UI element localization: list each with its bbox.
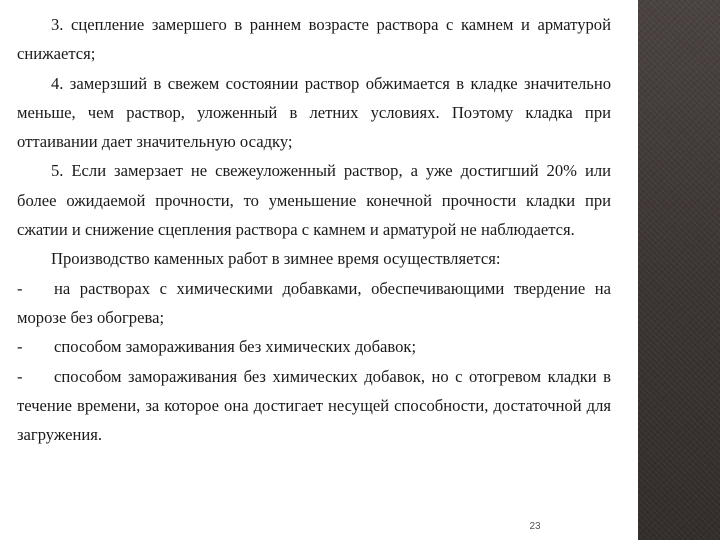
paragraph-intro-winter-work: Производство каменных работ в зимнее время осуществляется: [51, 249, 501, 269]
list-item-text: на растворах с химическими добавками, обеспечивающими твердение на морозе без обогрева; [17, 278, 611, 327]
list-item-text: способом замораживания без химических добавок; [54, 337, 417, 357]
list-item [17, 332, 611, 361]
list-item [17, 362, 611, 450]
page-number: 23 [529, 521, 541, 532]
decorative-side-panel [638, 0, 720, 540]
list-item [17, 274, 611, 333]
dash-marker: - [17, 278, 23, 298]
list-item-text: способом замораживания без химических добавок, но с отогревом кладки в течение времени, за которое она достигает несущей способности, достаточной для загружения. [17, 366, 611, 445]
paragraph-item-5: 5. Если замерзает не свежеуложенный раствор, а уже достигший 20% или более ожидаемой прочности, то уменьшение конечной прочности кладки при сжатии и снижение сцепления раствора с камнем и арматурой не наблюдается. [17, 161, 611, 240]
paragraph-item-3: 3. сцепление замершего в раннем возрасте раствора с камнем и арматурой снижается; [17, 15, 611, 64]
paragraph-item-4: 4. замерзший в свежем состоянии раствор обжимается в кладке значительно меньше, чем раствор, уложенный в летних условиях. Поэтому кладка при оттаивании дает значительную осадку; [17, 73, 611, 152]
dash-marker: - [17, 337, 23, 357]
dash-marker: - [17, 366, 23, 386]
text-block [17, 10, 611, 449]
